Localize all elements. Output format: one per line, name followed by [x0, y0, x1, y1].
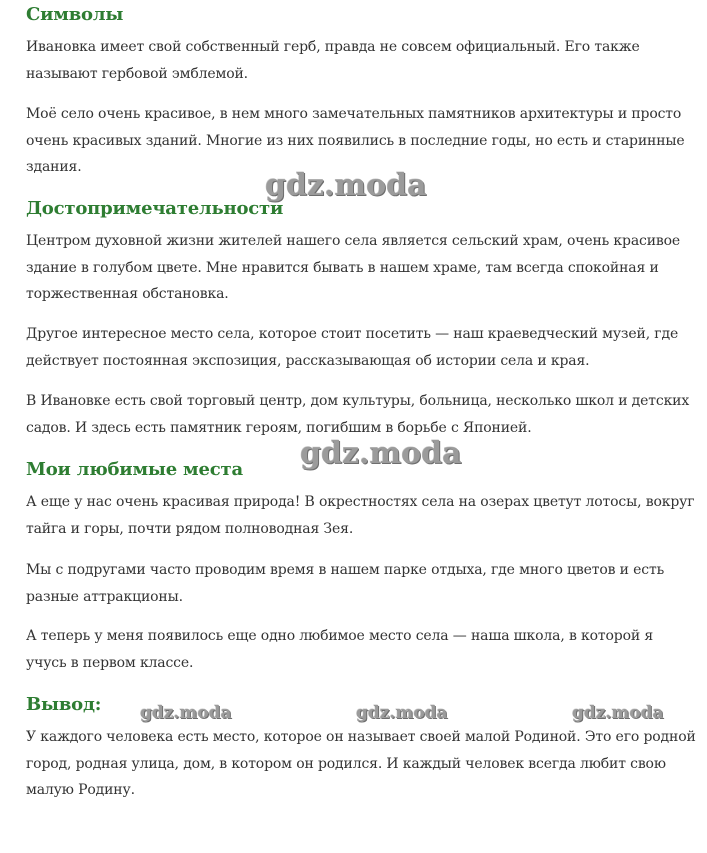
paragraph: А теперь у меня появилось еще одно любимое место села — наша школа, в которой я учусь в первом классе.: [26, 628, 654, 671]
section-heading-favorite-places: Мои любимые места: [26, 459, 243, 480]
paragraph: В Ивановке есть свой торговый центр, дом культуры, больница, несколько школ и детских садов. И здесь есть памятник героям, погибшим в борьбе с Японией.: [26, 393, 690, 436]
watermark: gdz.moda: [300, 436, 462, 471]
paragraph: Центром духовной жизни жителей нашего села является сельский храм, очень красивое здание в голубом цвете. Мне нравится бывать в нашем храме, там всегда спокойная и торжественная обстановка.: [26, 233, 681, 302]
watermark: gdz.moda: [356, 703, 448, 723]
paragraph: А еще у нас очень красивая природа! В окрестностях села на озерах цветут лотосы, вокруг тайга и горы, почти рядом полноводная Зея.: [26, 494, 695, 537]
paragraph: Мы с подругами часто проводим время в нашем парке отдыха, где много цветов и есть разные аттракционы.: [26, 562, 665, 605]
paragraph: Другое интересное место села, которое стоит посетить — наш краеведческий музей, где действует постоянная экспозиция, рассказывающая об истории села и края.: [26, 326, 679, 369]
paragraph: Моё село очень красивое, в нем много замечательных памятников архитектуры и просто очень красивых зданий. Многие из них появились в последние годы, но есть и старинные здания.: [26, 106, 685, 175]
watermark: gdz.moda: [140, 703, 232, 723]
watermark: gdz.moda: [572, 703, 664, 723]
section-heading-attractions: Достопримечательности: [26, 198, 284, 219]
paragraph: Ивановка имеет свой собственный герб, правда не совсем официальный. Его также называют гербовой эмблемой.: [26, 39, 640, 82]
section-heading-conclusion: Вывод:: [26, 694, 102, 715]
watermark: gdz.moda: [265, 168, 427, 203]
section-heading-symbols: Символы: [26, 4, 124, 25]
paragraph: У каждого человека есть место, которое он называет своей малой Родиной. Это его родной город, родная улица, дом, в котором он родился. И каждый человек всегда любит свою малую Родину.: [26, 729, 696, 798]
